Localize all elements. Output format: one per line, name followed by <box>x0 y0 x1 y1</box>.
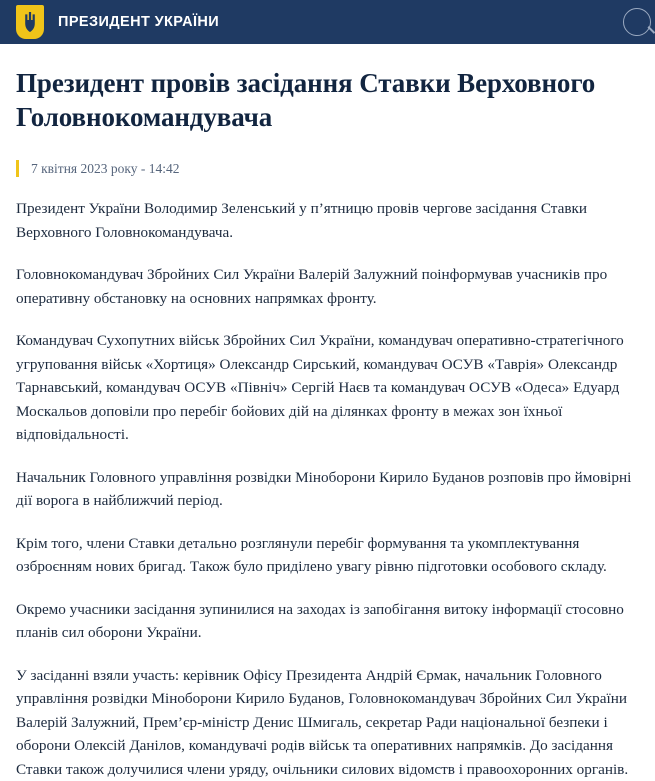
date-text: 7 квітня 2023 року - 14:42 <box>31 161 180 177</box>
ukraine-trident-emblem-icon <box>16 5 44 39</box>
site-header <box>0 0 655 44</box>
article-paragraph: Командувач Сухопутних військ Збройних Сил України, командувач оперативно-стратегічного угруповання військ «Хортиця» Олександр Сирський, командувач ОСУВ «Таврія» Олександр Тарнавський, командувач ОСУВ «Північ» Сергій Наєв та командувач ОСУВ «Одеса» Едуард Москальов доповіли про перебіг бойових дій на ділянках фронту в межах зон їхньої відповідальності. <box>16 329 639 447</box>
article-container <box>0 44 655 781</box>
page-title: Президент провів засідання Ставки Верховного Головнокомандувача <box>16 66 639 134</box>
article-paragraph: Начальник Головного управління розвідки Міноборони Кирило Буданов розповів про ймовірні дії ворога в найближчий період. <box>16 466 639 513</box>
site-title: ПРЕЗИДЕНТ УКРАЇНИ <box>58 14 219 30</box>
date-accent-bar <box>16 160 19 177</box>
article-paragraph: У засіданні взяли участь: керівник Офісу Президента Андрій Єрмак, начальник Головного управління розвідки Міноборони Кирило Буданов, Головнокомандувач Збройних Сил України Валерій Залужний, Прем’єр-міністр Денис Шмигаль, секретар Ради національної безпеки і оборони Олексій Данілов, командувачі родів військ та оперативних напрямків. До засідання Ставки також долучилися члени уряду, очільники силових відомств і правоохоронних органів. <box>16 664 639 781</box>
search-button[interactable] <box>609 0 655 44</box>
article-paragraph: Окремо учасники засідання зупинилися на заходах із запобігання витоку інформації стосовно планів сил оборони України. <box>16 598 639 645</box>
article-paragraph: Головнокомандувач Збройних Сил України Валерій Залужний поінформував учасників про оперативну обстановку на основних напрямках фронту. <box>16 263 639 310</box>
article-paragraph: Крім того, члени Ставки детально розглянули перебіг формування та укомплектування озброєнням нових бригад. Також було приділено увагу рівню підготовки особового складу. <box>16 532 639 579</box>
article-paragraph: Президент України Володимир Зеленський у п’ятницю провів чергове засідання Ставки Верховного Головнокомандувача. <box>16 197 639 244</box>
search-icon[interactable] <box>623 8 651 36</box>
publish-date <box>16 160 639 177</box>
article-body <box>16 197 639 781</box>
